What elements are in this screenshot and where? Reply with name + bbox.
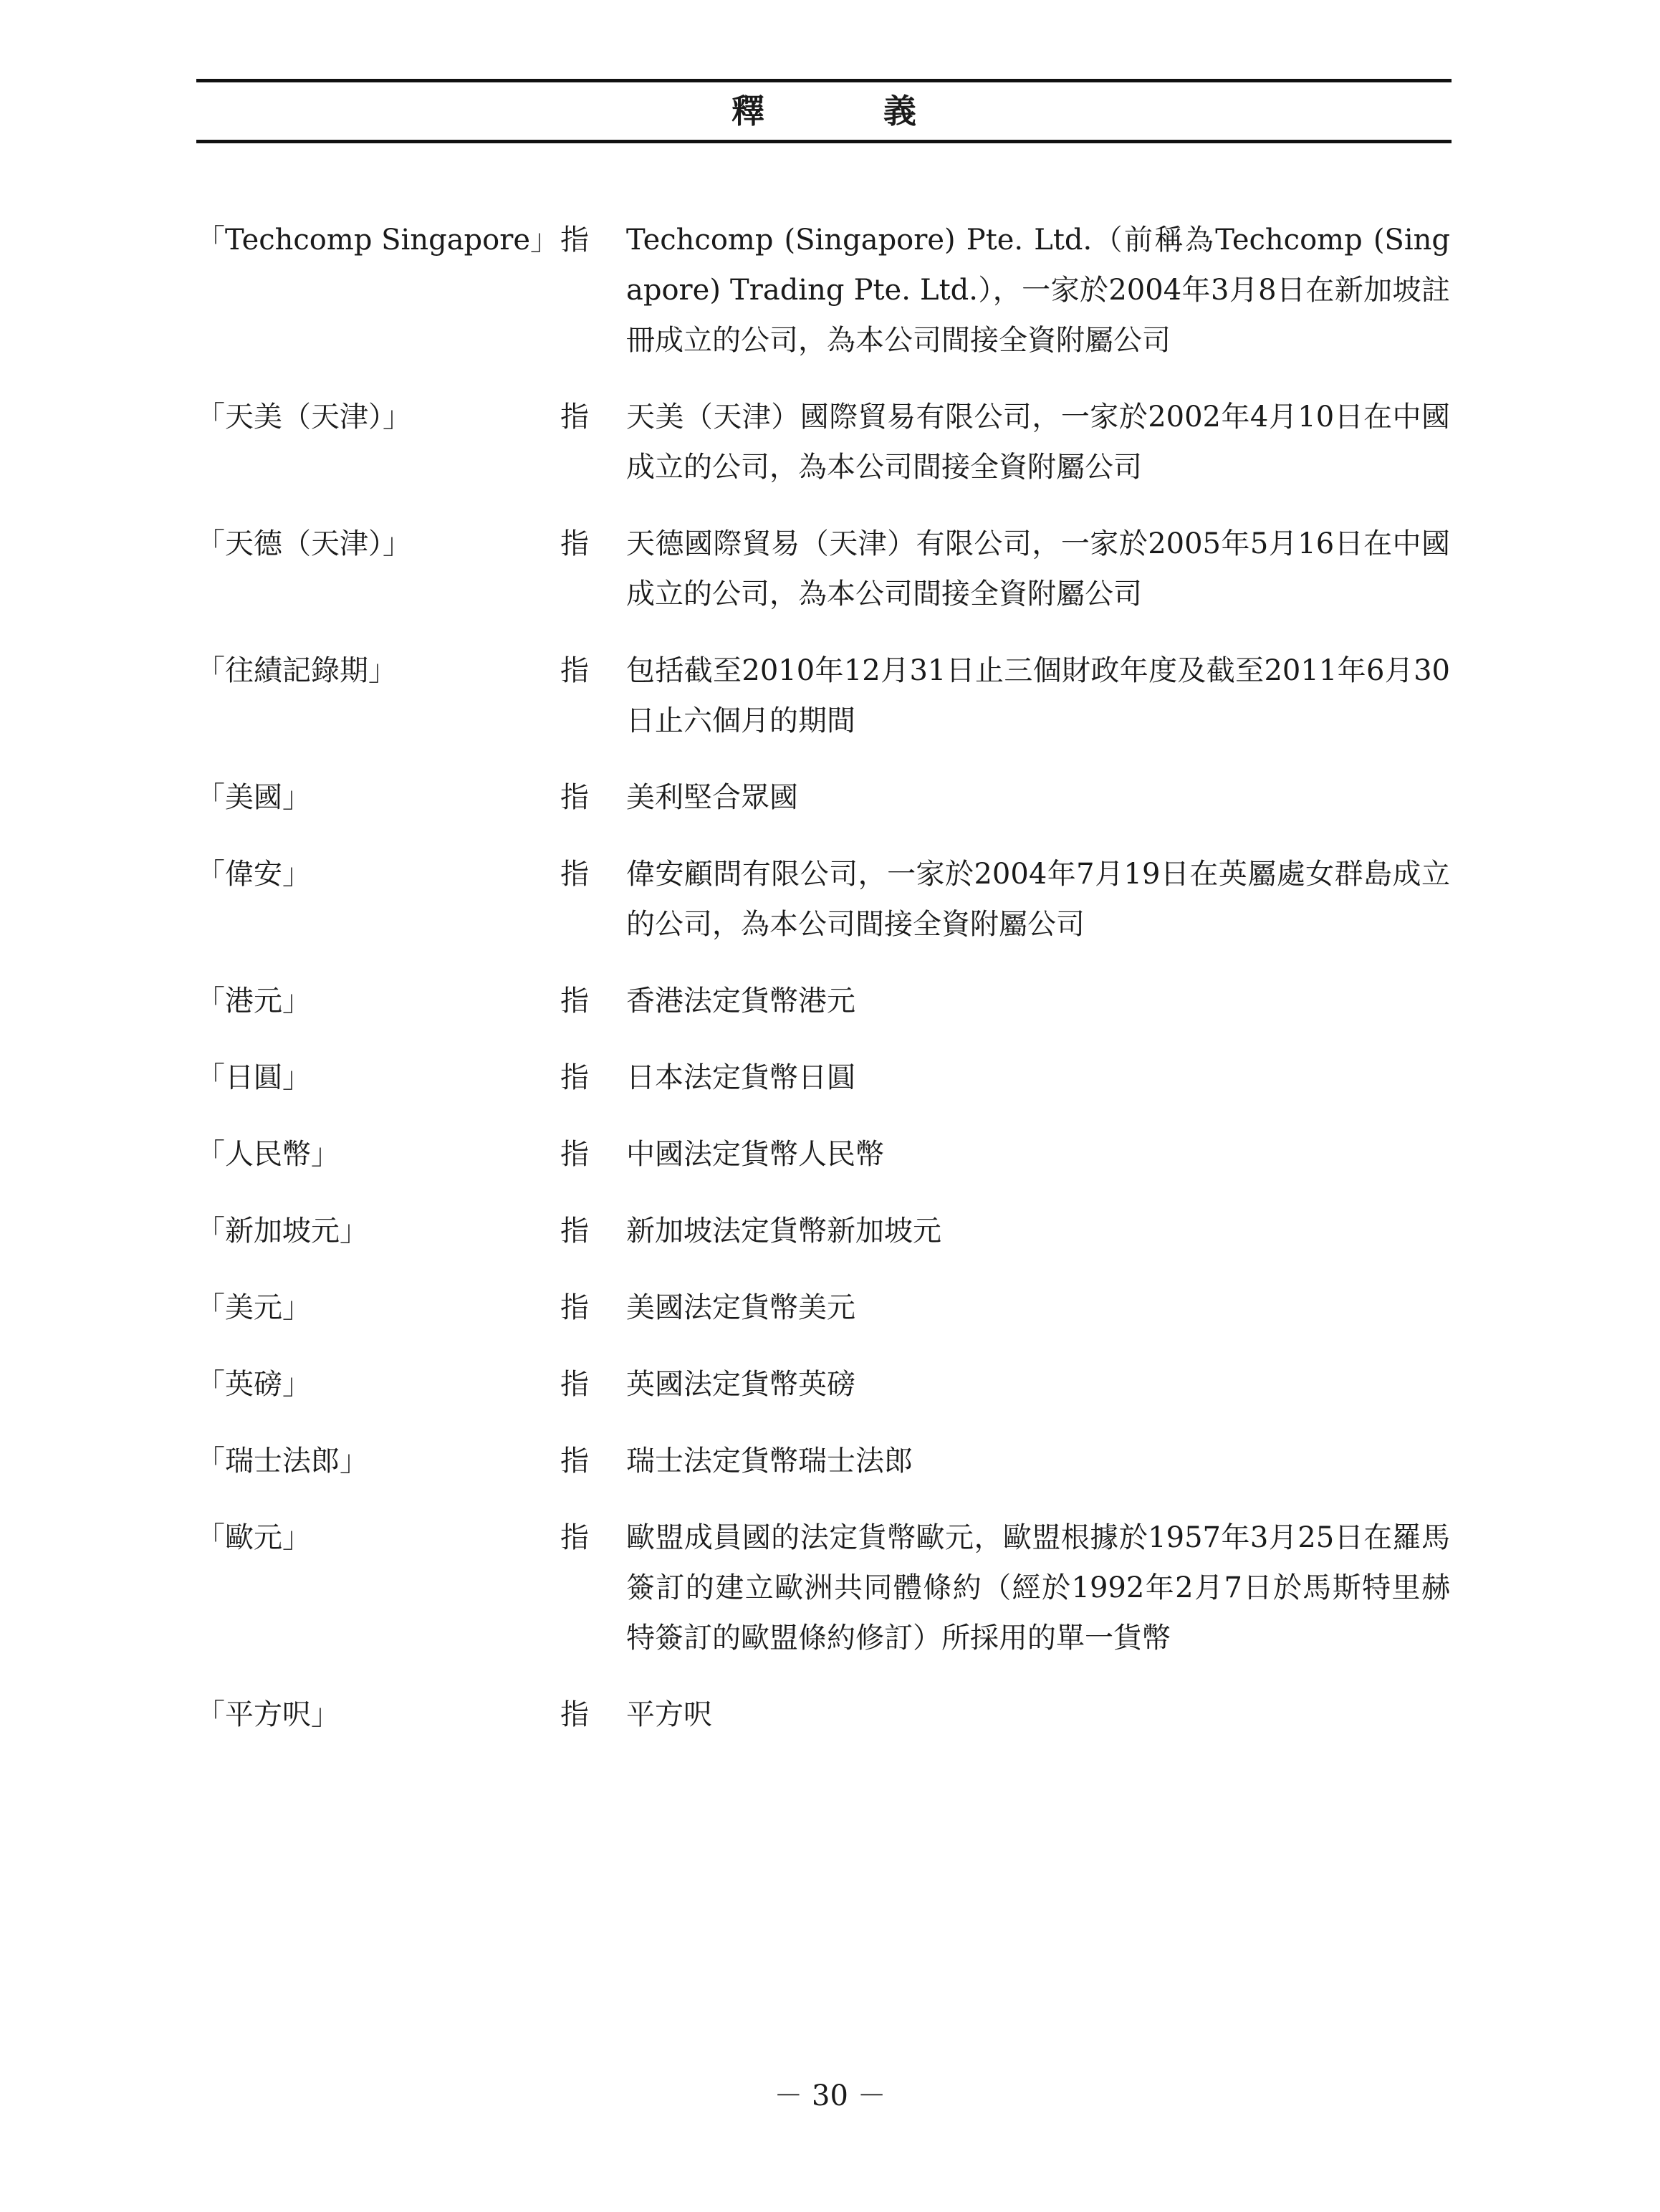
- definition-entry: [196, 1513, 1452, 1663]
- definition-text: 英國法定貨幣英磅: [626, 1368, 855, 1401]
- definition-text: 美國法定貨幣美元: [626, 1291, 855, 1324]
- means-label: 指: [560, 401, 589, 434]
- means-label: 指: [560, 1521, 589, 1554]
- definition-term: 「瑞士法郎」: [196, 1445, 368, 1478]
- means-label: 指: [560, 985, 589, 1018]
- means-label: 指: [560, 1445, 589, 1478]
- definitions-list: [196, 215, 1452, 1766]
- definition-term: 「天美（天津）」: [196, 401, 411, 434]
- definition-term: 「往績記錄期」: [196, 654, 397, 687]
- definition-text: 偉安顧問有限公司，一家於2004年7月19日在英屬處女群島成立的公司，為本公司間接全資附屬公司: [626, 858, 1450, 941]
- definition-entry: [196, 1206, 1452, 1256]
- means-label: 指: [560, 1215, 589, 1248]
- definition-term: 「日圓」: [196, 1061, 311, 1094]
- definition-entry: [196, 1053, 1452, 1103]
- definition-text: 香港法定貨幣港元: [626, 985, 855, 1018]
- means-label: 指: [560, 654, 589, 687]
- definition-text: 天德國際貿易（天津）有限公司，一家於2005年5月16日在中國成立的公司，為本公司間接全資附屬公司: [626, 527, 1450, 611]
- definition-entry: [196, 849, 1452, 949]
- definition-entry: [196, 1129, 1452, 1179]
- means-label: 指: [560, 1291, 589, 1324]
- definition-text: 中國法定貨幣人民幣: [626, 1138, 884, 1171]
- means-label: 指: [560, 858, 589, 891]
- means-label: 指: [560, 781, 589, 814]
- definition-term: 「偉安」: [196, 858, 311, 891]
- definition-entry: [196, 392, 1452, 492]
- definition-entry: [196, 1690, 1452, 1740]
- definition-text: Techcomp (Singapore) Pte. Ltd.（前稱為Techcomp (Singapore) Trading Pte. Ltd.），一家於2004年3月8日在新加坡註冊成立的公司，為本公司間接全資附屬公司: [626, 224, 1450, 357]
- definition-term: 「港元」: [196, 985, 311, 1018]
- definition-text: 日本法定貨幣日圓: [626, 1061, 855, 1094]
- definition-term: 「Techcomp Singapore」: [196, 224, 560, 257]
- definition-term: 「天德（天津）」: [196, 527, 411, 560]
- definition-entry: [196, 1436, 1452, 1486]
- means-label: 指: [560, 1061, 589, 1094]
- means-label: 指: [560, 527, 589, 560]
- definition-text: 天美（天津）國際貿易有限公司，一家於2002年4月10日在中國成立的公司，為本公司間接全資附屬公司: [626, 401, 1450, 484]
- definition-entry: [196, 1359, 1452, 1409]
- definition-text: 瑞士法定貨幣瑞士法郎: [626, 1445, 913, 1478]
- page-header: [196, 79, 1452, 143]
- means-label: 指: [560, 224, 589, 257]
- definition-entry: [196, 976, 1452, 1026]
- definition-term: 「英磅」: [196, 1368, 311, 1401]
- definition-term: 「平方呎」: [196, 1698, 340, 1731]
- definition-text: 平方呎: [626, 1698, 712, 1731]
- definition-text: 包括截至2010年12月31日止三個財政年度及截至2011年6月30日止六個月的期間: [626, 654, 1450, 737]
- definition-text: 新加坡法定貨幣新加坡元: [626, 1215, 941, 1248]
- definition-entry: [196, 646, 1452, 746]
- definition-term: 「人民幣」: [196, 1138, 340, 1171]
- definition-text: 美利堅合眾國: [626, 781, 798, 814]
- means-label: 指: [560, 1698, 589, 1731]
- definition-entry: [196, 772, 1452, 823]
- definition-term: 「歐元」: [196, 1521, 311, 1554]
- definition-entry: [196, 215, 1452, 365]
- definition-term: 「美國」: [196, 781, 311, 814]
- definition-term: 「美元」: [196, 1291, 311, 1324]
- page-number: － 30 －: [774, 2079, 886, 2112]
- means-label: 指: [560, 1138, 589, 1171]
- definition-text: 歐盟成員國的法定貨幣歐元，歐盟根據於1957年3月25日在羅馬簽訂的建立歐洲共同體條約（經於1992年2月7日於馬斯特里赫特簽訂的歐盟條約修訂）所採用的單一貨幣: [626, 1521, 1450, 1655]
- page-title: 釋 義: [731, 92, 959, 130]
- definition-term: 「新加坡元」: [196, 1215, 368, 1248]
- header-bottom-rule: [196, 140, 1452, 143]
- means-label: 指: [560, 1368, 589, 1401]
- definition-entry: [196, 519, 1452, 619]
- definition-entry: [196, 1283, 1452, 1333]
